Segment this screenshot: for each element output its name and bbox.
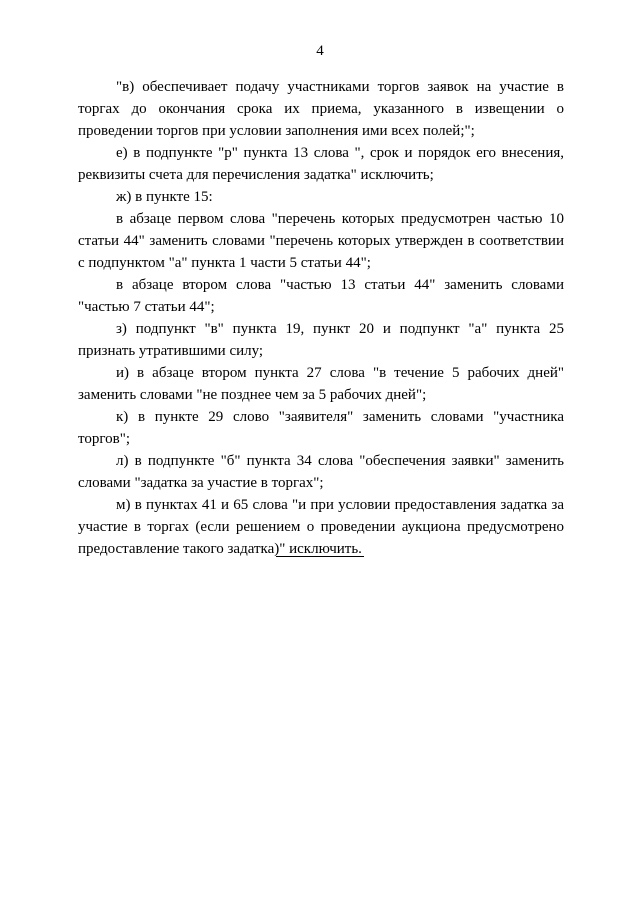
- document-body: [78, 76, 564, 560]
- paragraph-z: з) подпункт "в" пункта 19, пункт 20 и подпункт "а" пункта 25 признать утратившими силу;: [78, 321, 564, 359]
- paragraph-zh-second-abzac: в абзаце втором слова "частью 13 статьи 44" заменить словами "частью 7 статьи 44";: [78, 277, 564, 315]
- paragraph-zh-first-abzac: в абзаце первом слова "перечень которых предусмотрен частью 10 статьи 44" заменить словами "перечень которых утвержден в соответствии с подпунктом "а" пункта 1 части 5 статьи 44";: [78, 211, 564, 271]
- paragraph-i: и) в абзаце втором пункта 27 слова "в течение 5 рабочих дней" заменить словами "не позднее чем за 5 рабочих дней";: [78, 365, 564, 403]
- paragraph-zh: ж) в пункте 15:: [116, 189, 213, 205]
- paragraph-e: е) в подпункте "р" пункта 13 слова ", срок и порядок его внесения, реквизиты счета для перечисления задатка" исключить;: [78, 145, 564, 183]
- end-divider-line: [276, 556, 364, 557]
- paragraph-k: к) в пункте 29 слово "заявителя" заменить словами "участника торгов";: [78, 409, 564, 447]
- paragraph-m: м) в пунктах 41 и 65 слова "и при условии предоставления задатка за участие в торгах (если решением о проведении аукциона предусмотрено предоставление такого задатка)" исключить.: [78, 497, 564, 557]
- page-number: 4: [316, 43, 324, 59]
- paragraph-l: л) в подпункте "б" пункта 34 слова "обеспечения заявки" заменить словами "задатка за участие в торгах";: [78, 453, 564, 491]
- paragraph-v: "в) обеспечивает подачу участниками торгов заявок на участие в торгах до окончания срока их приема, указанного в извещении о проведении торгов при условии заполнения ими всех полей;";: [78, 79, 564, 139]
